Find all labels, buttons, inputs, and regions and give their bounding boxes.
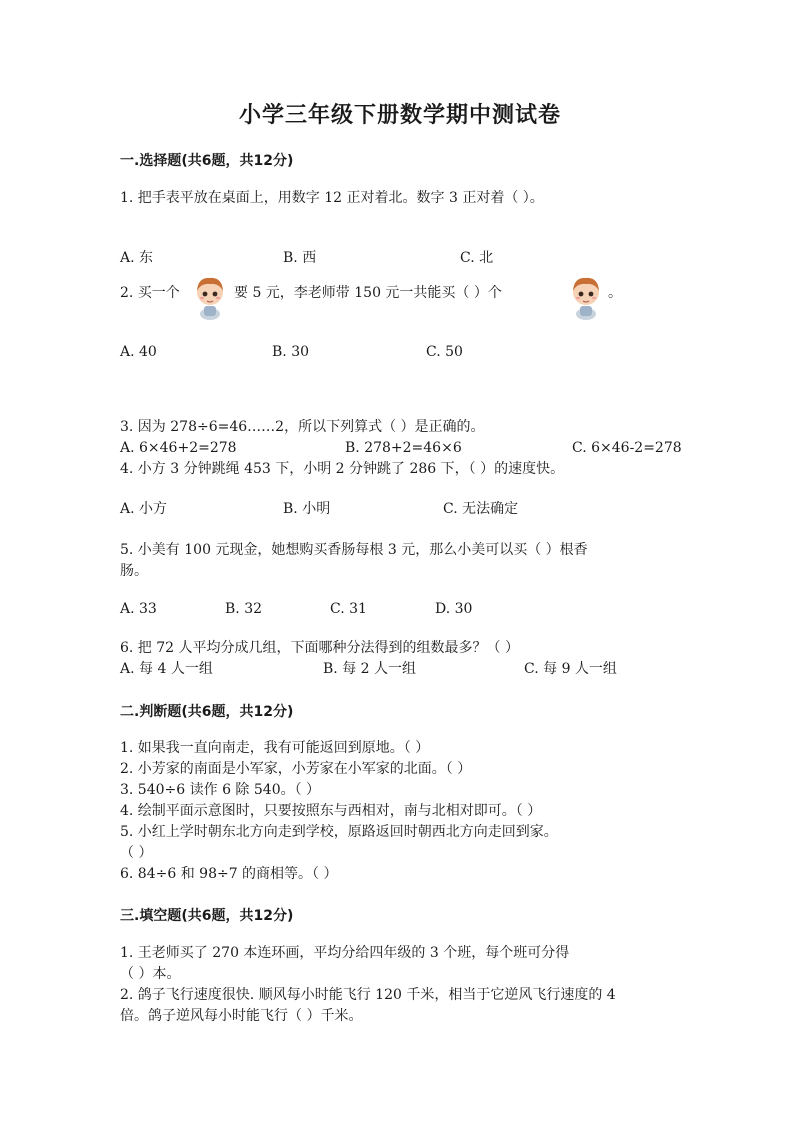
fill-item: 1. 王老师买了 270 本连环画，平均分给四年级的 3 个班，每个班可分得: [120, 945, 570, 961]
judge-item: 2. 小芳家的南面是小军家，小芳家在小军家的北面。（ ）: [120, 761, 472, 777]
question-3-option-c: C. 6×46-2=278: [572, 440, 682, 456]
question-5-option-d: D. 30: [435, 601, 473, 617]
question-4-option-c: C. 无法确定: [443, 501, 519, 517]
question-2-option-a: A. 40: [120, 344, 157, 360]
question-2-stem-part1: 2. 买一个: [120, 285, 180, 301]
question-1-stem: 1. 把手表平放在桌面上，用数字 12 正对着北。数字 3 正对着（ ）。: [120, 190, 544, 206]
question-2-option-b: B. 30: [272, 344, 310, 360]
question-1-option-b: B. 西: [283, 250, 317, 266]
question-6-option-a: A. 每 4 人一组: [120, 661, 213, 677]
question-5-stem-line2: 肠。: [120, 563, 148, 579]
question-6-stem: 6. 把 72 人平均分成几组，下面哪种分法得到的组数最多？（ ）: [120, 640, 519, 656]
section-heading-judge: 二.判断题(共6题，共12分): [120, 704, 294, 720]
question-1-option-a: A. 东: [120, 250, 154, 266]
section-heading-fill: 三.填空题(共6题，共12分): [120, 908, 294, 924]
question-2-stem-part2: 要 5 元，李老师带 150 元一共能买（ ）个: [234, 285, 502, 301]
question-5-option-c: C. 31: [330, 601, 367, 617]
question-6-option-c: C. 每 9 人一组: [524, 661, 617, 677]
question-5-option-b: B. 32: [225, 601, 263, 617]
judge-item: 1. 如果我一直向南走，我有可能返回到原地。（ ）: [120, 740, 430, 756]
question-6-option-b: B. 每 2 人一组: [323, 661, 416, 677]
judge-item: 5. 小红上学时朝东北方向走到学校，原路返回时朝西北方向走回到家。: [120, 824, 558, 840]
question-4-option-a: A. 小方: [120, 501, 168, 517]
question-1-option-c: C. 北: [460, 250, 494, 266]
question-4-stem: 4. 小方 3 分钟跳绳 453 下，小明 2 分钟跳了 286 下，（ ）的速度快。: [120, 461, 565, 477]
question-5-option-a: A. 33: [120, 601, 157, 617]
boy-figure-icon: [568, 274, 604, 320]
boy-figure-icon: [192, 274, 228, 320]
judge-item: 3. 540÷6 读作 6 除 540。（ ）: [120, 782, 321, 798]
fill-item: 2. 鸽子飞行速度很快. 顺风每小时能飞行 120 千米，相当于它逆风飞行速度的 4: [120, 987, 616, 1003]
question-2-option-c: C. 50: [426, 344, 463, 360]
judge-item: 6. 84÷6 和 98÷7 的商相等。（ ）: [120, 866, 338, 882]
question-2-stem-part3: 。: [608, 285, 622, 301]
judge-item-continuation: （ ）: [120, 845, 153, 861]
section-heading-choice: 一.选择题(共6题，共12分): [120, 153, 294, 169]
question-5-stem-line1: 5. 小美有 100 元现金，她想购买香肠每根 3 元，那么小美可以买（ ）根香: [120, 542, 588, 558]
page-title: 小学三年级下册数学期中测试卷: [238, 103, 561, 128]
question-3-stem: 3. 因为 278÷6=46……2，所以下列算式（ ）是正确的。: [120, 419, 485, 435]
judge-item: 4. 绘制平面示意图时，只要按照东与西相对，南与北相对即可。（ ）: [120, 803, 542, 819]
question-4-option-b: B. 小明: [283, 501, 331, 517]
fill-item-continuation: （ ）本。: [120, 966, 181, 982]
question-3-option-b: B. 278+2=46×6: [345, 440, 462, 456]
fill-item-continuation: 倍。鸽子逆风每小时能飞行（ ）千米。: [120, 1008, 363, 1024]
question-3-option-a: A. 6×46+2=278: [120, 440, 237, 456]
